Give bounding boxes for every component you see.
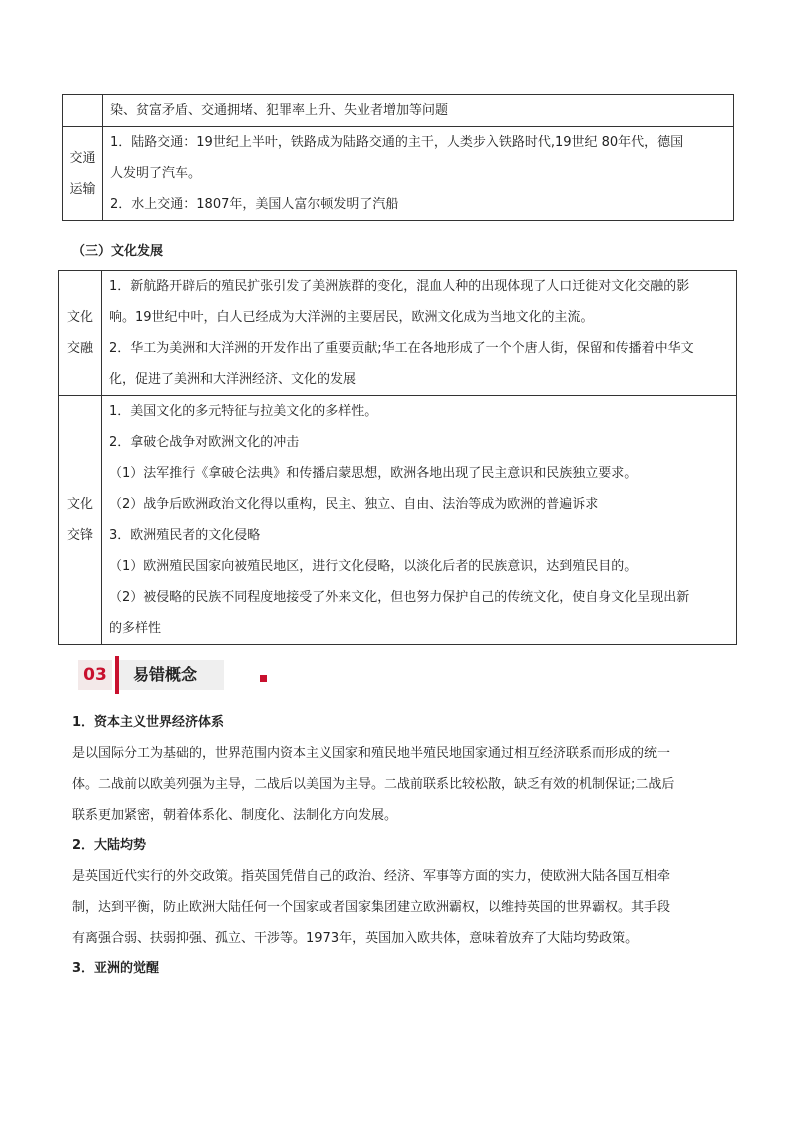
- label-line: 文化: [66, 310, 93, 325]
- text-line: 化，促进了美洲和大洋洲经济、文化的发展: [109, 372, 357, 387]
- concept-item: [72, 954, 732, 984]
- section-title-box: [119, 660, 224, 690]
- text-line: 1．新航路开辟后的殖民扩张引发了美洲族群的变化，混血人种的出现体现了人口迁徙对文化交融的影: [109, 279, 690, 294]
- concept-title: 1．资本主义世界经济体系: [72, 715, 225, 730]
- concept-item: [72, 708, 732, 831]
- text-line: 2．华工为美洲和大洋洲的开发作出了重要贡献;华工在各地形成了一个个唐人街，保留和传播着中华文: [109, 341, 694, 356]
- text-line: 1．美国文化的多元特征与拉美文化的多样性。: [109, 404, 378, 419]
- text-line: 响。19世纪中叶，白人已经成为大洋洲的主要居民，欧洲文化成为当地文化的主流。: [109, 310, 594, 325]
- text-line: （2）战争后欧洲政治文化得以重构，民主、独立、自由、法治等成为欧洲的普遍诉求: [109, 497, 599, 512]
- row-label-fusion: [59, 271, 102, 396]
- label-line: 交通: [69, 150, 96, 166]
- concept-line: 是以国际分工为基础的，世界范围内资本主义国家和殖民地半殖民地国家通过相互经济联系而形成的统一: [72, 746, 671, 761]
- table-row: [63, 95, 734, 127]
- text-line: 的多样性: [109, 621, 162, 636]
- concept-title: 3．亚洲的觉醒: [72, 961, 160, 976]
- transport-cell: [103, 127, 734, 221]
- concept-line: 是英国近代实行的外交政策。指英国凭借自己的政治、经济、军事等方面的实力，使欧洲大陆各国互相牵: [72, 869, 671, 884]
- text-line: 3．欧洲殖民者的文化侵略: [109, 528, 261, 543]
- section-banner: [78, 656, 226, 694]
- row-label-transport: [63, 127, 103, 221]
- text-line: 1．陆路交通：19世纪上半叶，铁路成为陆路交通的主干，人类步入铁路时代,19世纪 80年代，德国: [110, 135, 684, 150]
- concept-line: 联系更加紧密，朝着体系化、制度化、法制化方向发展。: [72, 808, 398, 823]
- transport-table: [62, 94, 734, 221]
- text-line: （1）欧洲殖民国家向被殖民地区，进行文化侵略，以淡化后者的民族意识，达到殖民目的。: [109, 559, 638, 574]
- text-line: （2）被侵略的民族不同程度地接受了外来文化，但也努力保护自己的传统文化，使自身文化呈现出新: [109, 590, 690, 605]
- text-line: 人发明了汽车。: [110, 166, 202, 181]
- table-row: [59, 271, 737, 396]
- concepts-list: [72, 708, 732, 984]
- table-row: [59, 396, 737, 645]
- row-label-empty: [63, 95, 103, 127]
- fusion-cell: [102, 271, 737, 396]
- text-line: 染、贫富矛盾、交通拥堵、犯罪率上升、失业者增加等问题: [110, 103, 449, 118]
- table-row: [63, 127, 734, 221]
- section-number: 03: [78, 660, 112, 690]
- concept-item: [72, 831, 732, 954]
- concept-line: 制，达到平衡，防止欧洲大陆任何一个国家或者国家集团建立欧洲霸权，以维持英国的世界霸权。其手段: [72, 900, 671, 915]
- text-line: （1）法军推行《拿破仑法典》和传播启蒙思想，欧洲各地出现了民主意识和民族独立要求。: [109, 466, 638, 481]
- section-title: 易错概念: [133, 665, 198, 684]
- label-line: 文化: [66, 497, 93, 512]
- concept-line: 体。二战前以欧美列强为主导，二战后以美国为主导。二战前联系比较松散，缺乏有效的机制保证;二战后: [72, 777, 675, 792]
- row-label-clash: [59, 396, 102, 645]
- concept-title: 2．大陆均势: [72, 838, 147, 853]
- text-line: 2．拿破仑战争对欧洲文化的冲击: [109, 435, 300, 450]
- label-line: 交锋: [66, 528, 93, 543]
- subheading-culture: （三）文化发展: [72, 244, 164, 259]
- concept-line: 有离强合弱、扶弱抑强、孤立、干涉等。1973年，英国加入欧共体，意味着放弃了大陆均势政策。: [72, 931, 639, 946]
- red-square-icon: [260, 675, 267, 682]
- pollution-cell: [103, 95, 734, 127]
- culture-table: [58, 270, 737, 645]
- label-line: 交融: [66, 341, 93, 356]
- clash-cell: [102, 396, 737, 645]
- label-line: 运输: [69, 181, 96, 197]
- text-line: 2．水上交通：1807年，美国人富尔顿发明了汽船: [110, 197, 399, 212]
